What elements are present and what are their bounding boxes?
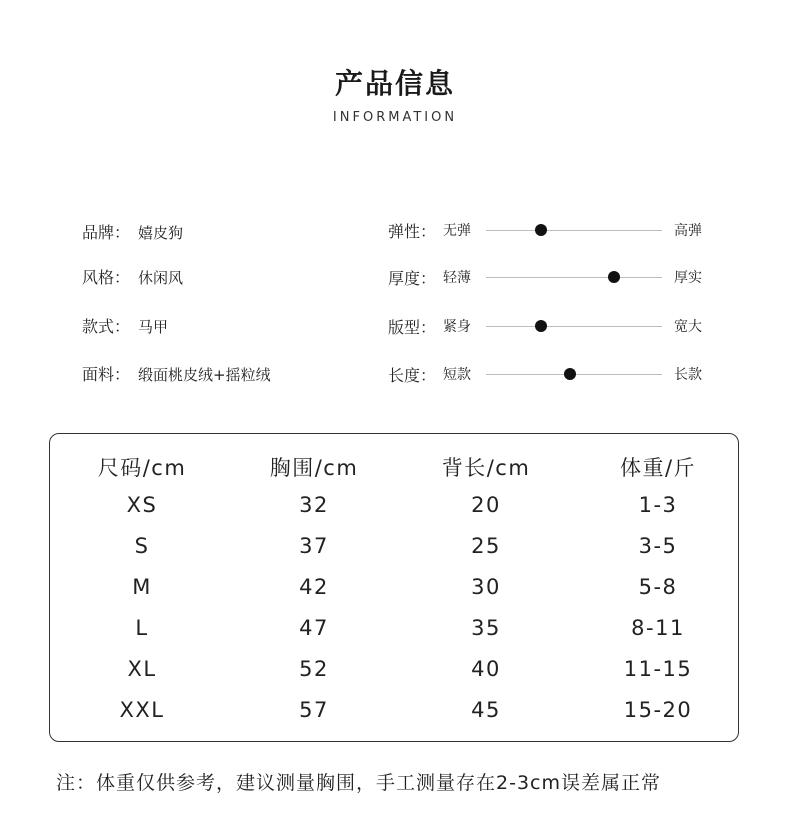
scale-length	[388, 363, 718, 387]
scale-key: 厚度：	[388, 269, 437, 288]
table-cell: 42	[299, 575, 329, 599]
scale-high-label: 高弹	[674, 223, 702, 239]
table-cell: 25	[471, 534, 501, 558]
info-row-brand	[82, 220, 183, 244]
info-key: 品牌：	[82, 223, 131, 242]
scale-fit	[388, 315, 718, 339]
scale-indicator	[535, 320, 547, 332]
table-cell: 45	[471, 698, 501, 722]
table-cell: 57	[299, 698, 329, 722]
table-cell: XL	[127, 657, 157, 681]
scale-track	[486, 277, 662, 278]
table-cell: M	[132, 575, 152, 599]
scale-high-label: 宽大	[674, 319, 702, 335]
table-cell: 11-15	[623, 657, 693, 681]
info-row-material	[82, 362, 271, 386]
info-value: 马甲	[138, 318, 169, 336]
table-cell: 40	[471, 657, 501, 681]
table-cell: 32	[299, 493, 329, 517]
info-key: 面料：	[82, 365, 131, 384]
scale-track	[486, 326, 662, 327]
table-cell: XXL	[119, 698, 165, 722]
table-cell: 35	[471, 616, 501, 640]
table-cell: S	[134, 534, 150, 558]
scale-high-label: 厚实	[674, 270, 702, 286]
page-title: 产品信息	[334, 67, 455, 100]
scale-indicator	[535, 224, 547, 236]
table-header-back-length: 背长/cm	[441, 456, 531, 480]
info-value: 嬉皮狗	[138, 224, 184, 242]
table-header-weight: 体重/斤	[619, 456, 697, 480]
size-note: 注：体重仅供参考，建议测量胸围，手工测量存在2-3cm误差属正常	[56, 772, 661, 794]
scale-low-label: 短款	[443, 367, 471, 383]
scale-key: 版型：	[388, 318, 437, 337]
table-cell: L	[135, 616, 149, 640]
table-cell: 3-5	[638, 534, 678, 558]
table-header-chest: 胸围/cm	[269, 456, 359, 480]
scale-indicator	[564, 368, 576, 380]
table-cell: 8-11	[631, 616, 685, 640]
table-cell: XS	[126, 493, 158, 517]
scale-key: 长度：	[388, 366, 437, 385]
table-cell: 20	[471, 493, 501, 517]
info-row-style	[82, 265, 183, 289]
size-table	[49, 433, 739, 742]
info-key: 款式：	[82, 317, 131, 336]
scale-low-label: 轻薄	[443, 270, 471, 286]
scale-high-label: 长款	[674, 367, 702, 383]
table-cell: 30	[471, 575, 501, 599]
scale-low-label: 无弹	[443, 223, 471, 239]
info-value: 休闲风	[138, 269, 184, 287]
scale-key: 弹性：	[388, 222, 437, 241]
page-subtitle: INFORMATION	[332, 110, 458, 125]
table-cell: 5-8	[638, 575, 678, 599]
table-header-size: 尺码/cm	[97, 456, 187, 480]
scale-elasticity	[388, 219, 718, 243]
info-key: 风格：	[82, 268, 131, 287]
scale-low-label: 紧身	[443, 319, 471, 335]
scale-thickness	[388, 266, 718, 290]
info-row-type	[82, 314, 168, 338]
table-cell: 47	[299, 616, 329, 640]
scale-track	[486, 230, 662, 231]
table-cell: 15-20	[623, 698, 693, 722]
table-cell: 37	[299, 534, 329, 558]
table-cell: 52	[299, 657, 329, 681]
info-value: 缎面桃皮绒+摇粒绒	[138, 366, 271, 384]
scale-indicator	[608, 271, 620, 283]
table-cell: 1-3	[638, 493, 678, 517]
